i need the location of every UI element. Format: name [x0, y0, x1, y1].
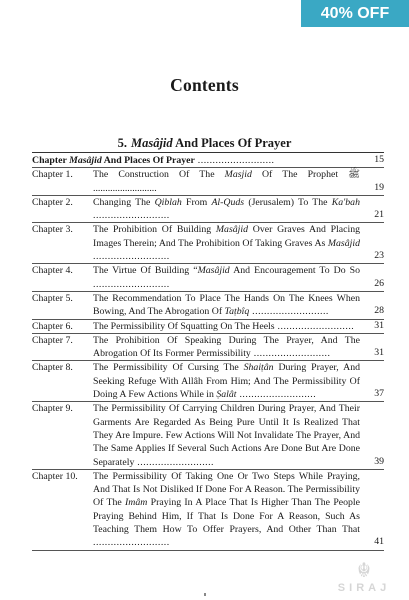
chapter-title-part: Shaiṭân: [243, 362, 274, 374]
chapter-title-part: Masâjid: [197, 265, 230, 277]
page-number: 19: [374, 181, 384, 193]
chapter-number: Chapter 1.: [32, 169, 73, 181]
discount-badge: 40% OFF: [301, 0, 409, 27]
page-mark: [204, 593, 206, 596]
toc-row: [32, 264, 384, 292]
chapter-title-part: Ṣalât: [216, 389, 237, 401]
chapter-title-part: The Construction Of The: [93, 169, 225, 181]
chapter-title: [93, 402, 384, 468]
leader-dots: ..........................: [93, 278, 170, 290]
chapter-title-part: Masjid: [224, 169, 252, 181]
leader-dots: ..........................: [93, 182, 157, 194]
chapter-title-part: And Encouragement To Do So: [229, 265, 360, 277]
chapter-title-part: Praying In A Place That Is Higher Than The People Praying Behind Him, If That Is Done For A Reason, Such As Teaching Them How To Offer Prayers, And Other Than That: [93, 497, 360, 536]
chapter-number: Chapter 6.: [32, 320, 73, 332]
siraj-lamp-logo-icon: ☬: [356, 560, 372, 582]
chapter-title-part: Changing The: [93, 196, 155, 208]
section-title-italic: Masâjid: [130, 136, 173, 150]
chapter-number: Chapter 3.: [32, 224, 73, 236]
section-title-rest: And Places Of Prayer: [172, 136, 292, 150]
chapter-title-part: The Permissibility Of Cursing The: [93, 362, 244, 374]
chapter-title-part: The Virtue Of Building “: [93, 265, 198, 277]
toc-row: [32, 168, 384, 196]
chapter-title-part: Masâjid: [69, 155, 102, 166]
leader-dots: ..........................: [236, 389, 317, 401]
page-number: 23: [374, 250, 384, 262]
chapter-title-part: From: [181, 196, 212, 208]
chapter-number: Chapter 9.: [32, 403, 73, 415]
chapter-title-part: The Permissibility Of Taking One Or Two Steps While Praying, And That Is Not Disliked If Done For A Reason. The Permissibility Of The: [93, 470, 360, 509]
section-heading: [0, 136, 409, 151]
section-number: 5.: [117, 136, 127, 150]
chapter-title-part: And Places Of Prayer: [101, 155, 195, 166]
page-number: 37: [374, 388, 384, 400]
page-title: Contents: [170, 75, 239, 95]
page-number: 26: [374, 277, 384, 289]
chapter-number: Chapter 5.: [32, 292, 73, 304]
chapter-title-part: Chapter: [32, 155, 70, 166]
chapter-title-part: Ka'bah: [331, 196, 360, 208]
chapter-title-part: Masâjid: [327, 237, 360, 249]
chapter-number: Chapter 10.: [32, 470, 78, 482]
chapter-title-part: The Recommendation To Place The Hands On The Knees When Bowing, And The Abrogation Of: [93, 292, 360, 318]
toc-row: [32, 223, 384, 264]
leader-dots: ..........................: [274, 320, 355, 332]
page-number: 39: [374, 455, 384, 467]
watermark-text: SIRAJ: [337, 582, 391, 594]
siraj-watermark: [325, 560, 403, 594]
chapter-number: Chapter 7.: [32, 334, 73, 346]
page-number: 15: [374, 154, 384, 165]
table-of-contents: [32, 152, 384, 551]
chapter-title: [93, 292, 384, 319]
chapter-title-part: The Prohibition Of Speaking During The Prayer, And The Abrogation Of Its Former Permissibility: [93, 334, 360, 360]
toc-row: [32, 196, 384, 224]
chapter-title-part: The Permissibility Of Squatting On The Heels: [93, 320, 275, 332]
chapter-title-part: Over Graves And Placing Images Therein; And The Prohibition Of Taking Graves As: [93, 224, 360, 249]
chapter-title-part: The Prohibition Of Building: [93, 224, 216, 236]
chapter-number: Chapter 2.: [32, 196, 73, 208]
leader-dots: ..........................: [93, 537, 170, 549]
toc-row: [32, 334, 384, 362]
chapter-title: [93, 320, 384, 333]
toc-row: [32, 154, 384, 168]
chapter-title: [93, 334, 384, 361]
chapter-title-part: Of The Prophet ﷺ: [251, 169, 360, 181]
chapter-title: [93, 223, 384, 263]
chapter-number: Chapter 8.: [32, 362, 73, 374]
top-rule: [32, 152, 384, 153]
toc-row: [32, 361, 384, 402]
leader-dots: ..........................: [93, 251, 170, 263]
leader-dots: ..........................: [194, 155, 275, 166]
toc-row: [32, 292, 384, 320]
leader-dots: ..........................: [249, 306, 329, 318]
chapter-title-part: Imâm: [125, 497, 148, 509]
page-number: 21: [374, 209, 384, 221]
leader-dots: ..........................: [250, 348, 331, 360]
chapter-title: [32, 154, 384, 167]
chapter-title-part: (Jerusalem) To The: [244, 196, 332, 208]
chapter-title-part: The Permissibility Of Carrying Children During Prayer, And Their Garments Are Regarded As Being Pure Until It Is Realized That They Are Impure. Few Actions Will Not Invalidate The Prayer, And The Same Applies If Several Such Actions Are Done But Are Done Separately: [93, 403, 360, 468]
chapter-title-part: Masâjid: [215, 224, 249, 236]
leader-dots: ..........................: [134, 456, 214, 468]
chapter-title-part: Qiblah: [154, 196, 182, 208]
toc-row: [32, 470, 384, 551]
page-number: 31: [374, 347, 384, 359]
chapter-title: [93, 196, 384, 223]
leader-dots: ..........................: [93, 210, 170, 222]
toc-row: [32, 402, 384, 469]
chapter-number: Chapter 4.: [32, 265, 73, 277]
chapter-title: [93, 168, 384, 195]
chapter-title: [93, 361, 384, 401]
chapter-title: [93, 470, 384, 550]
chapter-title-part: During Prayer, And Seeking Refuge With Allâh From Him; And The Permissibility Of Doing A Few Actions While in: [93, 362, 360, 401]
page-number: 41: [374, 536, 384, 548]
chapter-title: [93, 264, 384, 291]
page-number: 28: [374, 305, 384, 317]
toc-row: [32, 320, 384, 334]
chapter-title-part: Al-Quds: [211, 196, 245, 208]
page-number: 31: [374, 319, 384, 331]
chapter-title-part: Taṭbîq: [224, 306, 250, 318]
